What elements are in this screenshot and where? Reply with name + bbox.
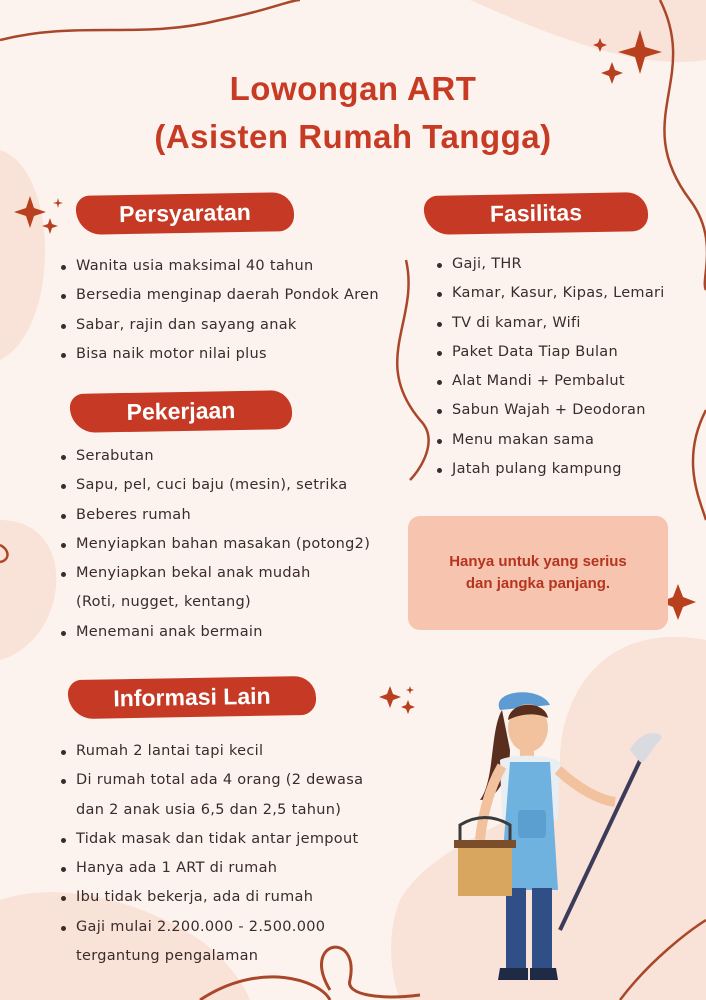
page-title-line1: Lowongan ART (229, 70, 477, 107)
list-item: Sapu, pel, cuci baju (mesin), setrika (60, 471, 370, 500)
persyaratan-list (60, 252, 379, 369)
list-item: Di rumah total ada 4 orang (2 dewasa (60, 766, 363, 795)
informasi-lain-list (60, 737, 363, 971)
list-item: Ibu tidak bekerja, ada di rumah (60, 883, 363, 912)
list-item: Rumah 2 lantai tapi kecil (60, 737, 363, 766)
list-item: Bersedia menginap daerah Pondok Aren (60, 281, 379, 310)
pekerjaan-list (60, 442, 370, 647)
list-item: Sabun Wajah + Deodoran (436, 396, 665, 425)
list-item: Paket Data Tiap Bulan (436, 338, 665, 367)
list-item: Beberes rumah (60, 501, 370, 530)
fasilitas-list (436, 250, 665, 484)
maid-illustration (440, 690, 670, 990)
list-item: Alat Mandi + Pembalut (436, 367, 665, 396)
list-item: Jatah pulang kampung (436, 455, 665, 484)
section-badge-informasi-lain: Informasi Lain (68, 676, 317, 719)
list-item: Serabutan (60, 442, 370, 471)
section-badge-pekerjaan: Pekerjaan (70, 390, 293, 433)
list-item: Menyiapkan bekal anak mudah (60, 559, 370, 588)
list-item: Sabar, rajin dan sayang anak (60, 311, 379, 340)
callout-line1: Hanya untuk yang serius (449, 553, 627, 570)
list-item: Wanita usia maksimal 40 tahun (60, 252, 379, 281)
callout-box (408, 516, 668, 630)
list-item: Gaji mulai 2.200.000 - 2.500.000 (60, 913, 363, 942)
section-badge-persyaratan: Persyaratan (76, 192, 295, 235)
section-badge-fasilitas: Fasilitas (424, 192, 649, 235)
list-item: TV di kamar, Wifi (436, 309, 665, 338)
list-item: Gaji, THR (436, 250, 665, 279)
list-item: Kamar, Kasur, Kipas, Lemari (436, 279, 665, 308)
page-title-line2: (Asisten Rumah Tangga) (154, 118, 552, 155)
list-item-continuation: tergantung pengalaman (76, 948, 259, 965)
list-item: Hanya ada 1 ART di rumah (60, 854, 363, 883)
list-item: Tidak masak dan tidak antar jempout (60, 825, 363, 854)
list-item: Menu makan sama (436, 426, 665, 455)
list-item-continuation: (Roti, nugget, kentang) (76, 594, 252, 611)
callout-line2: dan jangka panjang. (465, 575, 611, 592)
list-item: Bisa naik motor nilai plus (60, 340, 379, 369)
list-item: Menemani anak bermain (60, 618, 370, 647)
list-item: Menyiapkan bahan masakan (potong2) (60, 530, 370, 559)
list-item-continuation: dan 2 anak usia 6,5 dan 2,5 tahun) (76, 801, 342, 818)
